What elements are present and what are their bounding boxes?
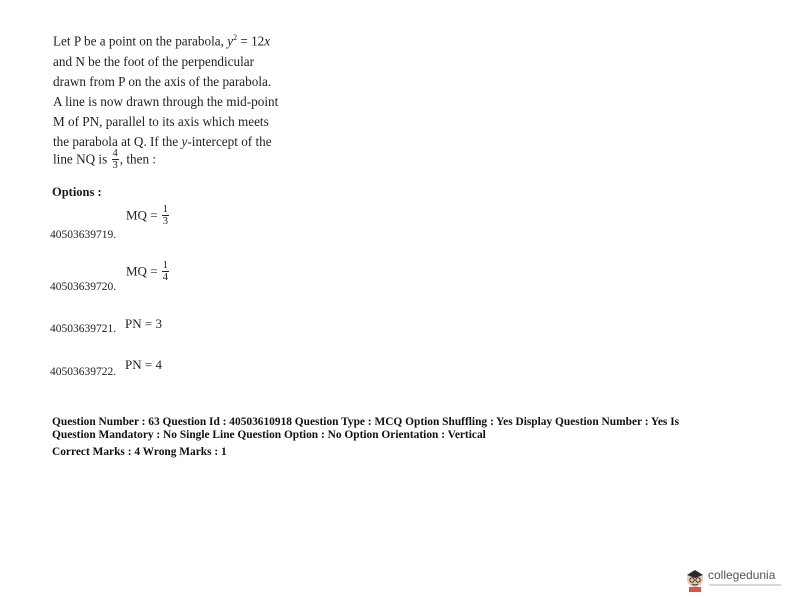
option-fraction-1: $\frac{1}{3}$ [162, 204, 169, 227]
options-heading: Options : [52, 185, 102, 199]
logo-tagline [709, 584, 781, 586]
question-line-1: Let P be a point on the parabola, $y^2 = 12x$ [53, 33, 271, 49]
question-line-7: line NQ is $\frac{4}{3}$ , then : [53, 148, 157, 171]
collegedunia-logo [684, 565, 784, 595]
question-line-3: drawn from P on the axis of the parabola. [53, 73, 272, 89]
question-line-4: A line is now drawn through the mid-point [53, 94, 279, 109]
marks-info: Correct Marks : 4 Wrong Marks : 1 [52, 446, 227, 458]
option-body-4[interactable]: PN = 4 [125, 357, 162, 372]
option-id-1: 40503639719. [50, 229, 117, 241]
option-id-4: 40503639722. [50, 366, 117, 378]
question-meta-line-1: Question Number : 63 Question Id : 40503610918 Question Type : MCQ Option Shuffling : Yes Display Question Number : Yes Is [52, 416, 680, 428]
option-id-2: 40503639720. [50, 281, 117, 293]
option-id-3: 40503639721. [50, 323, 117, 335]
question-line-2: and N be the foot of the perpendicular [53, 53, 255, 69]
option-body-2[interactable]: MQ = $\frac{1}{4}$ [126, 260, 169, 283]
option-body-3[interactable]: PN = 3 [125, 316, 162, 331]
fraction-four-thirds: $\frac{4}{3}$ [112, 148, 118, 171]
question-text [53, 28, 303, 153]
student-mascot-icon [684, 566, 706, 592]
option-fraction-2: $\frac{1}{4}$ [162, 260, 169, 283]
option-body-1[interactable]: MQ = $\frac{1}{3}$ [126, 204, 169, 227]
question-line-6: the parabola at Q. If the y-intercept of the [53, 134, 272, 150]
question-meta-line-2: Question Mandatory : No Single Line Question Option : No Option Orientation : Vertical [52, 429, 486, 441]
question-line-5: M of PN, parallel to its axis which meets [53, 114, 269, 130]
logo-text: collegedunia [708, 568, 776, 582]
